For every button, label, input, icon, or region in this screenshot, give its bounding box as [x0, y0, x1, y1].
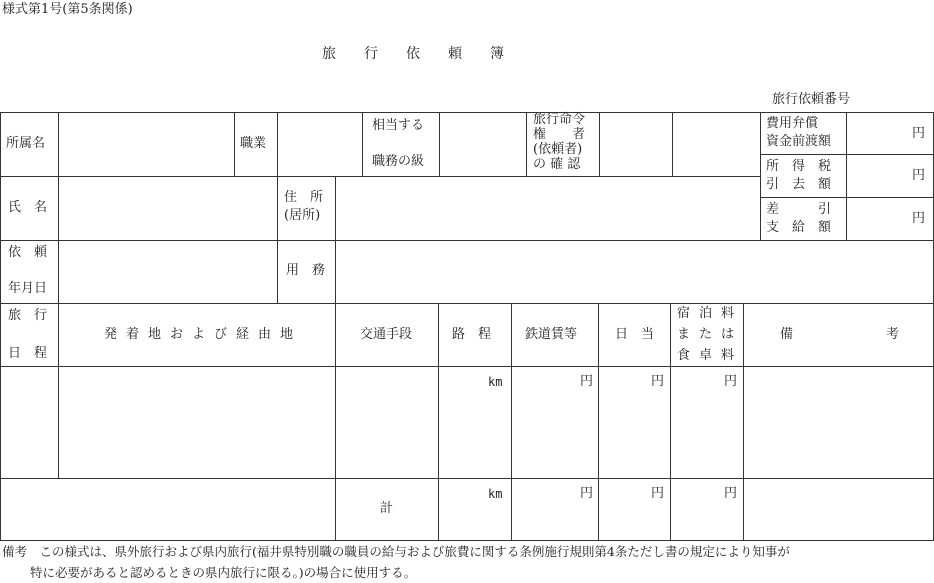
total-daily-allowance-unit: 円 [651, 486, 665, 501]
difference-label-line2: 支 給 額 [766, 220, 832, 235]
tax-label-line2: 引 去 額 [766, 177, 832, 192]
rail-fare-header: 鉄道賃等 [525, 327, 578, 342]
tax-amount-field[interactable] [847, 155, 907, 197]
lodging-unit: 円 [724, 374, 738, 389]
lodging-header-line3: 食卓料 [677, 348, 744, 363]
tax-label-line1: 所 得 税 [766, 159, 832, 174]
request-number-label: 旅行依頼番号 [772, 92, 851, 107]
total-daily-allowance-field[interactable] [599, 479, 670, 540]
remarks-field[interactable] [744, 367, 933, 478]
daily-allowance-header: 日 当 [615, 327, 655, 342]
equivalent-grade-label-line1: 相当する [372, 118, 425, 133]
route-header: 発着地および経由地 [104, 327, 303, 342]
total-rail-fare-field[interactable] [512, 479, 598, 540]
lodging-header-line1: 宿泊料 [677, 306, 744, 321]
itinerary-label-line1: 旅 行 [8, 308, 48, 323]
difference-yen-unit: 円 [912, 211, 926, 226]
form-number-label: 様式第1号(第5条関係) [2, 2, 133, 17]
occupation-label: 職業 [240, 136, 267, 151]
confirm-label-line4: の 確 認 [533, 157, 581, 172]
address-label-line2: (居所) [284, 208, 321, 223]
footnote-line2: 特に必要があると認めるときの県内旅行に限る。)の場合に使用する。 [30, 565, 417, 580]
remarks-header-part1: 備 [780, 327, 794, 342]
tax-yen-unit: 円 [912, 168, 926, 183]
total-lodging-unit: 円 [724, 486, 738, 501]
request-date-label-line1: 依 頼 [8, 245, 48, 260]
total-lodging-field[interactable] [671, 479, 743, 540]
confirm-label-line3: (依頼者) [533, 142, 583, 157]
advance-label-line1: 費用弁償 [766, 116, 819, 131]
request-date-label-line2: 年月日 [8, 281, 48, 296]
transport-header: 交通手段 [360, 327, 413, 342]
name-field[interactable] [59, 177, 277, 240]
confirm-stamp-field[interactable] [600, 113, 672, 176]
form-title: 旅 行 依 頼 簿 [322, 46, 504, 62]
distance-unit: km [488, 375, 503, 389]
occupation-field[interactable] [278, 113, 362, 176]
transport-field[interactable] [336, 367, 438, 478]
total-distance-unit: km [488, 487, 503, 501]
confirm-label-line2: 権 者 [533, 127, 586, 142]
purpose-label: 用 務 [286, 263, 326, 278]
grade-field[interactable] [440, 113, 526, 176]
address-field[interactable] [336, 177, 760, 240]
purpose-field[interactable] [336, 241, 933, 303]
advance-amount-field[interactable] [847, 113, 907, 154]
itinerary-date-field[interactable] [1, 367, 58, 478]
difference-amount-field[interactable] [847, 198, 907, 240]
affiliation-label: 所属名 [6, 136, 46, 151]
footnote-line1: 備考 この様式は、県外旅行および県内旅行(福井県特別職の職員の給与および旅費に関する条例施行規則第4条ただし書の規定により知事が [2, 544, 790, 559]
total-rail-fare-unit: 円 [580, 486, 594, 501]
equivalent-grade-label-line2: 職務の級 [372, 154, 425, 169]
advance-yen-unit: 円 [912, 126, 926, 141]
request-date-field[interactable] [59, 241, 277, 303]
lodging-header-line2: または [677, 327, 744, 342]
daily-allowance-unit: 円 [651, 374, 665, 389]
distance-header: 路 程 [452, 327, 492, 342]
rail-fare-unit: 円 [580, 374, 594, 389]
route-field[interactable] [59, 367, 335, 478]
affiliation-field[interactable] [59, 113, 234, 176]
difference-label-line1: 差 引 [766, 202, 832, 217]
confirm-label-line1: 旅行命令 [533, 112, 586, 127]
total-label: 計 [380, 501, 394, 516]
advance-label-line2: 資金前渡額 [766, 134, 832, 149]
remarks-header-part2: 考 [886, 327, 900, 342]
name-label: 氏 名 [8, 200, 48, 215]
itinerary-label-line2: 日 程 [8, 346, 48, 361]
address-label-line1: 住 所 [284, 190, 324, 205]
total-distance-field[interactable] [439, 479, 511, 540]
